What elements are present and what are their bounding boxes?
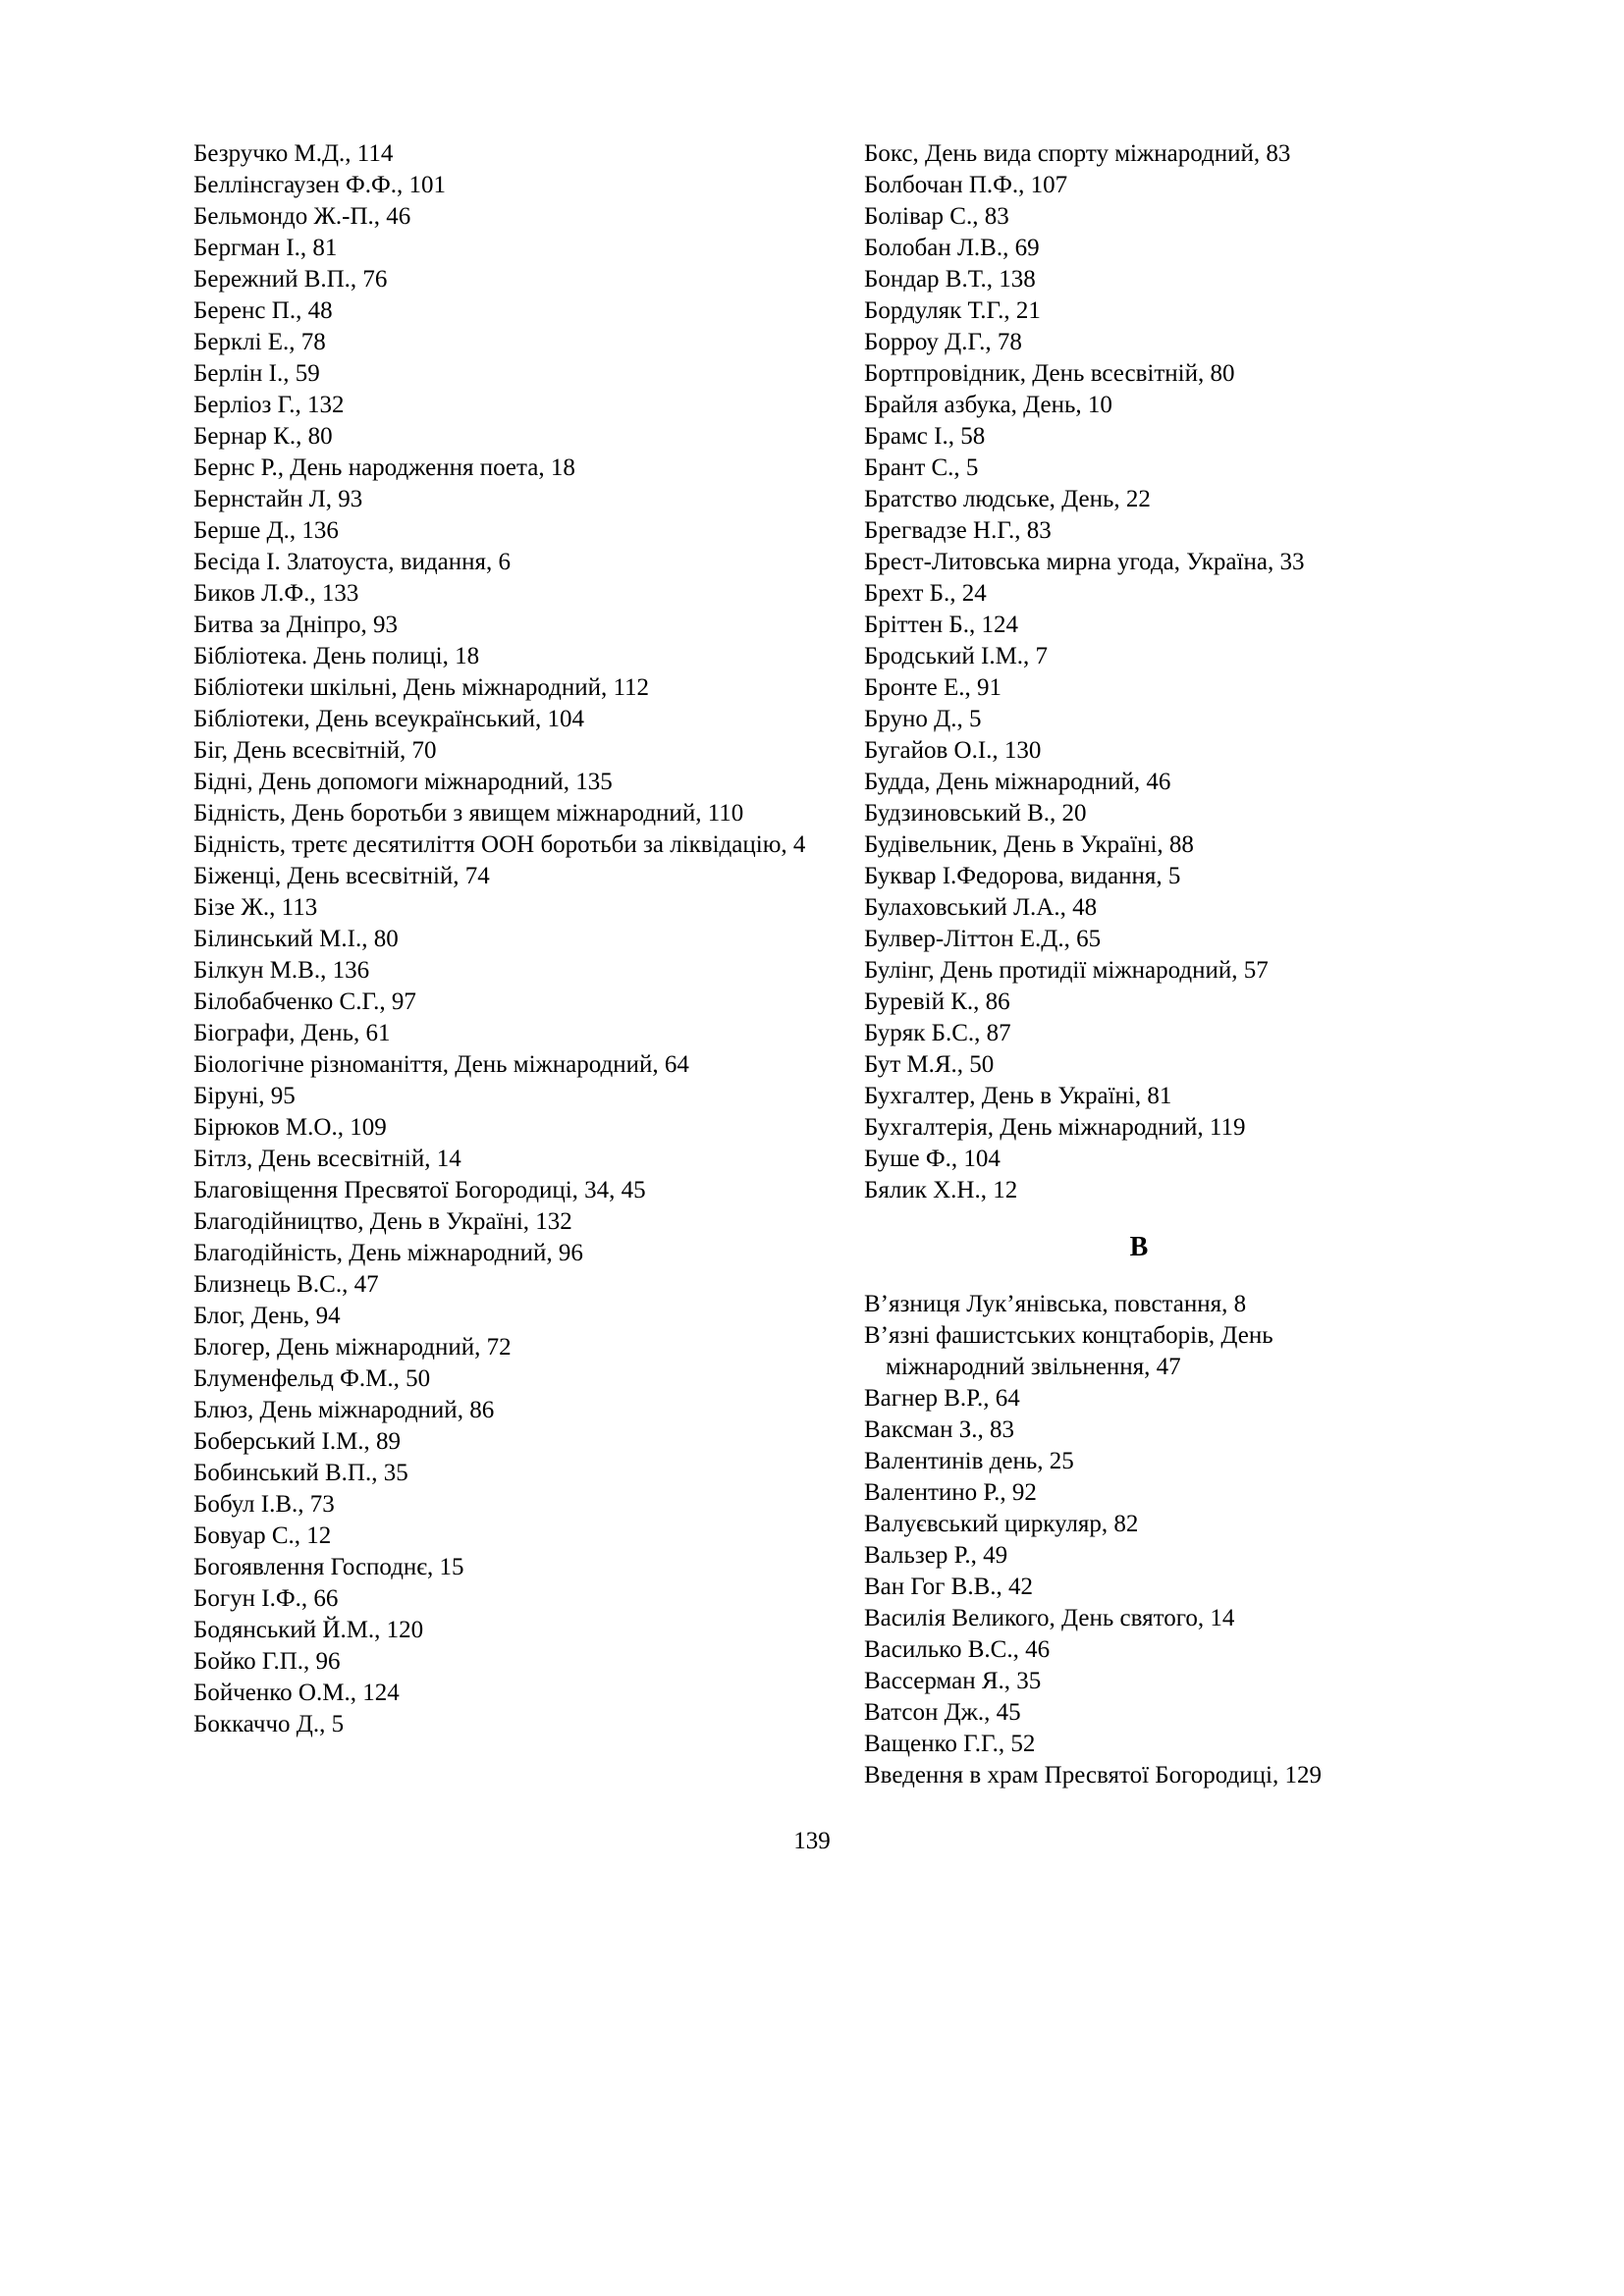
index-entry: Богоявлення Господнє, 15 <box>193 1554 464 1580</box>
index-entry: Ващенко Г.Г., 52 <box>864 1731 1036 1757</box>
index-entry: Боберський І.М., 89 <box>193 1428 402 1455</box>
index-entry: Братство людське, День, 22 <box>864 486 1151 512</box>
index-entry: Булінг, День протидії міжнародний, 57 <box>864 957 1269 984</box>
index-entry: Бруно Д., 5 <box>864 706 982 732</box>
index-entry: Бовуар С., 12 <box>193 1522 332 1549</box>
index-entry: Вагнер В.Р., 64 <box>864 1385 1020 1412</box>
index-entry: Блог, День, 94 <box>193 1303 341 1329</box>
index-entry: Ваксман З., 83 <box>864 1416 1015 1443</box>
index-entry: Битва за Дніпро, 93 <box>193 612 398 638</box>
index-entry: Бобинський В.П., 35 <box>193 1460 408 1486</box>
index-entry: Бернс Р., День народження поета, 18 <box>193 454 575 481</box>
index-entry: Бібліотеки шкільні, День міжнародний, 112 <box>193 674 650 701</box>
index-entry: Бордуляк Т.Г., 21 <box>864 297 1041 324</box>
index-entry: Білобабченко С.Г., 97 <box>193 988 416 1015</box>
index-entry: Беллінсгаузен Ф.Ф., 101 <box>193 172 447 198</box>
index-entry: Бернар К., 80 <box>193 423 333 450</box>
section-gap <box>864 1263 1414 1289</box>
index-entry: Бібліотека. День полиці, 18 <box>193 643 480 669</box>
index-entry: Бялик Х.Н., 12 <box>864 1177 1018 1203</box>
index-entry: Булвер-Літтон Е.Д., 65 <box>864 926 1102 952</box>
index-entry: Бірюков М.О., 109 <box>193 1114 387 1141</box>
index-entry: Вальзер Р., 49 <box>864 1542 1008 1569</box>
index-entry: Білинський М.І., 80 <box>193 926 399 952</box>
index-entry: Буше Ф., 104 <box>864 1146 1001 1172</box>
index-entry: Болівар С., 83 <box>864 203 1009 230</box>
index-entry: Брайля азбука, День, 10 <box>864 392 1112 418</box>
index-entry: Болбочан П.Ф., 107 <box>864 172 1068 198</box>
section-gap <box>864 1206 1414 1232</box>
index-entry: Близнець В.С., 47 <box>193 1271 379 1298</box>
index-entry: Будівельник, День в Україні, 88 <box>864 831 1194 858</box>
index-entry: Беренс П., 48 <box>193 297 333 324</box>
index-entry: Бесіда І. Златоуста, видання, 6 <box>193 549 511 575</box>
index-entry: Будзиновський В., 20 <box>864 800 1087 827</box>
index-entry: Бойченко О.М., 124 <box>193 1680 400 1706</box>
index-entry: Буквар І.Федорова, видання, 5 <box>864 863 1181 889</box>
index-entry: Бокс, День вида спорту міжнародний, 83 <box>864 140 1291 167</box>
index-entry: Брамс І., 58 <box>864 423 986 450</box>
index-entry: Білкун М.В., 136 <box>193 957 370 984</box>
index-entry: Біографи, День, 61 <box>193 1020 391 1046</box>
index-entry: Болобан Л.В., 69 <box>864 235 1040 261</box>
index-entry: Биков Л.Ф., 133 <box>193 580 359 607</box>
index-entry: Бортпровідник, День всесвітній, 80 <box>864 360 1235 387</box>
index-entry: В’язні фашистських концтаборів, День міжнародний звільнення, 47 <box>864 1322 1273 1380</box>
index-entry: Будда, День міжнародний, 46 <box>864 769 1171 795</box>
index-entry: Борроу Д.Г., 78 <box>864 329 1022 355</box>
index-entry: Берше Д., 136 <box>193 517 339 544</box>
index-entry: Бухгалтер, День в Україні, 81 <box>864 1083 1172 1109</box>
index-entry: Валуєвський циркуляр, 82 <box>864 1511 1139 1537</box>
index-entry: Бріттен Б., 124 <box>864 612 1018 638</box>
index-entry: Безручко М.Д., 114 <box>193 140 394 167</box>
index-entry: Боккаччо Д., 5 <box>193 1711 345 1737</box>
page-number: 139 <box>793 1828 831 1854</box>
index-entry: Берлін І., 59 <box>193 360 320 387</box>
index-column-left <box>193 138 822 1740</box>
index-entry: Бобул І.В., 73 <box>193 1491 335 1518</box>
index-entry: Бідність, День боротьби з явищем міжнародний, 110 <box>193 800 744 827</box>
index-entry: Бугайов О.І., 130 <box>864 737 1042 764</box>
index-entry: Брегвадзе Н.Г., 83 <box>864 517 1052 544</box>
index-entry: Бронте Е., 91 <box>864 674 1002 701</box>
index-entry: Бут М.Я., 50 <box>864 1051 995 1078</box>
index-entry: Біологічне різноманіття, День міжнародний, 64 <box>193 1051 689 1078</box>
index-entry: Біг, День всесвітній, 70 <box>193 737 437 764</box>
index-entry: Булаховський Л.А., 48 <box>864 894 1098 921</box>
index-entry: Блюз, День міжнародний, 86 <box>193 1397 495 1423</box>
index-entry: Ватсон Дж., 45 <box>864 1699 1021 1726</box>
index-entry: Бідні, День допомоги міжнародний, 135 <box>193 769 613 795</box>
index-entry: Бережний В.П., 76 <box>193 266 388 293</box>
index-entry: Бернстайн Л, 93 <box>193 486 363 512</box>
index-entry: Блуменфельд Ф.М., 50 <box>193 1365 431 1392</box>
index-entry: Бодянський Й.М., 120 <box>193 1617 424 1643</box>
index-entry: Валентино Р., 92 <box>864 1479 1037 1506</box>
index-entry: Валентинів день, 25 <box>864 1448 1074 1474</box>
index-entry: Бойко Г.П., 96 <box>193 1648 341 1675</box>
index-entry: Благодійництво, День в Україні, 132 <box>193 1208 572 1235</box>
index-entry: Біруні, 95 <box>193 1083 296 1109</box>
index-entry: Ван Гог В.В., 42 <box>864 1574 1034 1600</box>
index-column-right <box>864 138 1414 1791</box>
index-entry: Бельмондо Ж.-П., 46 <box>193 203 411 230</box>
index-entry: Бухгалтерія, День міжнародний, 119 <box>864 1114 1246 1141</box>
index-entry: Брант С., 5 <box>864 454 979 481</box>
index-entry: Бідність, третє десятиліття ООН боротьби за ліквідацію, 4 <box>193 831 806 858</box>
index-entry: Бізе Ж., 113 <box>193 894 318 921</box>
index-entry: Берклі Е., 78 <box>193 329 326 355</box>
index-entry: Буряк Б.С., 87 <box>864 1020 1011 1046</box>
index-entry: Біженці, День всесвітній, 74 <box>193 863 490 889</box>
index-entry: Бітлз, День всесвітній, 14 <box>193 1146 461 1172</box>
index-entry: Благовіщення Пресвятої Богородиці, 34, 45 <box>193 1177 646 1203</box>
index-entry: Буревій К., 86 <box>864 988 1010 1015</box>
index-entry: Богун І.Ф., 66 <box>193 1585 339 1612</box>
index-entry: Брест-Литовська мирна угода, Україна, 33 <box>864 549 1305 575</box>
index-entry: Брехт Б., 24 <box>864 580 987 607</box>
section-letter-heading: В <box>1129 1232 1149 1262</box>
index-entry: Бондар В.Т., 138 <box>864 266 1036 293</box>
index-entry: Василько В.С., 46 <box>864 1636 1051 1663</box>
index-entry: В’язниця Лук’янівська, повстання, 8 <box>864 1291 1247 1317</box>
index-entry: Василія Великого, День святого, 14 <box>864 1605 1235 1631</box>
index-entry: Вассерман Я., 35 <box>864 1668 1042 1694</box>
index-entry: Бергман І., 81 <box>193 235 338 261</box>
index-entry: Блогер, День міжнародний, 72 <box>193 1334 512 1361</box>
index-entry: Введення в храм Пресвятої Богородиці, 129 <box>864 1762 1322 1789</box>
index-entry: Бібліотеки, День всеукраїнський, 104 <box>193 706 585 732</box>
index-entry: Берліоз Г., 132 <box>193 392 345 418</box>
index-entry: Бродський І.М., 7 <box>864 643 1049 669</box>
index-entry: Благодійність, День міжнародний, 96 <box>193 1240 583 1266</box>
